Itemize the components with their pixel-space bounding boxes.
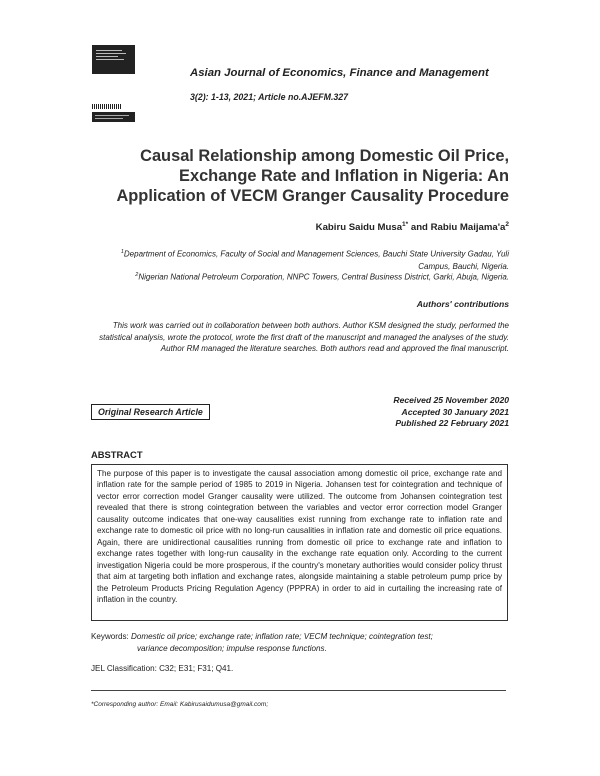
author-joiner: and	[408, 222, 431, 234]
author-mark: 1*	[402, 221, 409, 228]
received-date: Received 25 November 2020	[393, 395, 509, 405]
accepted-date: Accepted 30 January 2021	[401, 406, 509, 417]
author-name: Rabiu Maijama'a	[430, 222, 506, 234]
author-line	[316, 221, 509, 233]
barcode-graphic	[92, 104, 122, 109]
author-mark: 2	[505, 221, 509, 228]
affiliation-text: Nigerian National Petroleum Corporation, NNPC Towers, Central Business District, Garki, Abuja, Nigeria.	[138, 272, 509, 282]
issue-info: 3(2): 1-13, 2021; Article no.AJEFM.327	[190, 92, 349, 102]
author-name: Kabiru Saidu Musa	[315, 222, 403, 234]
affiliation-mark: 2	[135, 272, 139, 278]
published-date: Published 22 February 2021	[395, 418, 509, 429]
footnote-divider	[91, 690, 506, 691]
publisher-badge	[92, 112, 135, 122]
keywords-line-2: variance decomposition; impulse response functions.	[137, 643, 327, 653]
article-type-box: Original Research Article	[91, 404, 210, 420]
keywords-label: Keywords:	[91, 632, 129, 641]
corresponding-author: *Corresponding author: Email: Kabirusaidumusa@gmail.com;	[91, 701, 269, 708]
contributions-heading: Authors' contributions	[416, 299, 509, 309]
affiliation-2	[109, 269, 509, 284]
article-title: Causal Relationship among Domestic Oil Price, Exchange Rate and Inflation in Nigeria: An Application of VECM Granger Causality Procedure	[116, 147, 509, 205]
abstract-heading: ABSTRACT	[91, 449, 143, 460]
abstract-text: The purpose of this paper is to investigate the causal association among domestic oil price, exchange rate and inflation rate for the sample period of 1985 to 2019 in Nigeria. Johansen test for cointegration and technique of vector error correction model Granger causality were utilized. The outcome from Johansen cointegration test revealed that there is strong cointegration between the variables and vector error correction model Granger causality outcome indicates that one-way causalities exist running from exchange rate to inflation rate and exchange rate to domestic oil price with no long-run causalities in inflation rate and domestic oil price equations. Again, there are unidirectional causalities running from domestic oil price to exchange rate and inflation to exchange rates together with long-run causality in the exchange rate equation only. According to the current investigation Nigeria could be more prosperous, if the country's monetary authorities would consider policy thrust that aim at targeting both inflation and exchange rates, alongside maintaining a stable petroleum pump price by the Petroleum Products Pricing Regulation Agency (PPPRA) in order to aid in curtailing the increasing rate of inflation in the country.	[91, 464, 508, 621]
journal-cover-thumbnail	[92, 45, 135, 74]
article-dates	[393, 395, 509, 430]
contributions-text: This work was carried out in collaboration between both authors. Author KSM designed the study, performed the statistical analysis, wrote the protocol, wrote the first draft of the manuscript and managed the analyses of the study. Author RM managed the literature searches. Both authors read and approved the final manuscript.	[99, 321, 509, 353]
keywords-line-1: Domestic oil price; exchange rate; inflation rate; VECM technique; cointegration test;	[131, 632, 433, 641]
journal-name: Asian Journal of Economics, Finance and Management	[190, 67, 489, 79]
jel-classification: JEL Classification: C32; E31; F31; Q41.	[91, 664, 234, 673]
affiliation-text: Department of Economics, Faculty of Social and Management Sciences, Bauchi State University Gadau, Yuli Campus, Bauchi, Nigeria.	[123, 249, 509, 271]
affiliation-mark: 1	[120, 249, 124, 255]
keywords	[91, 631, 511, 654]
